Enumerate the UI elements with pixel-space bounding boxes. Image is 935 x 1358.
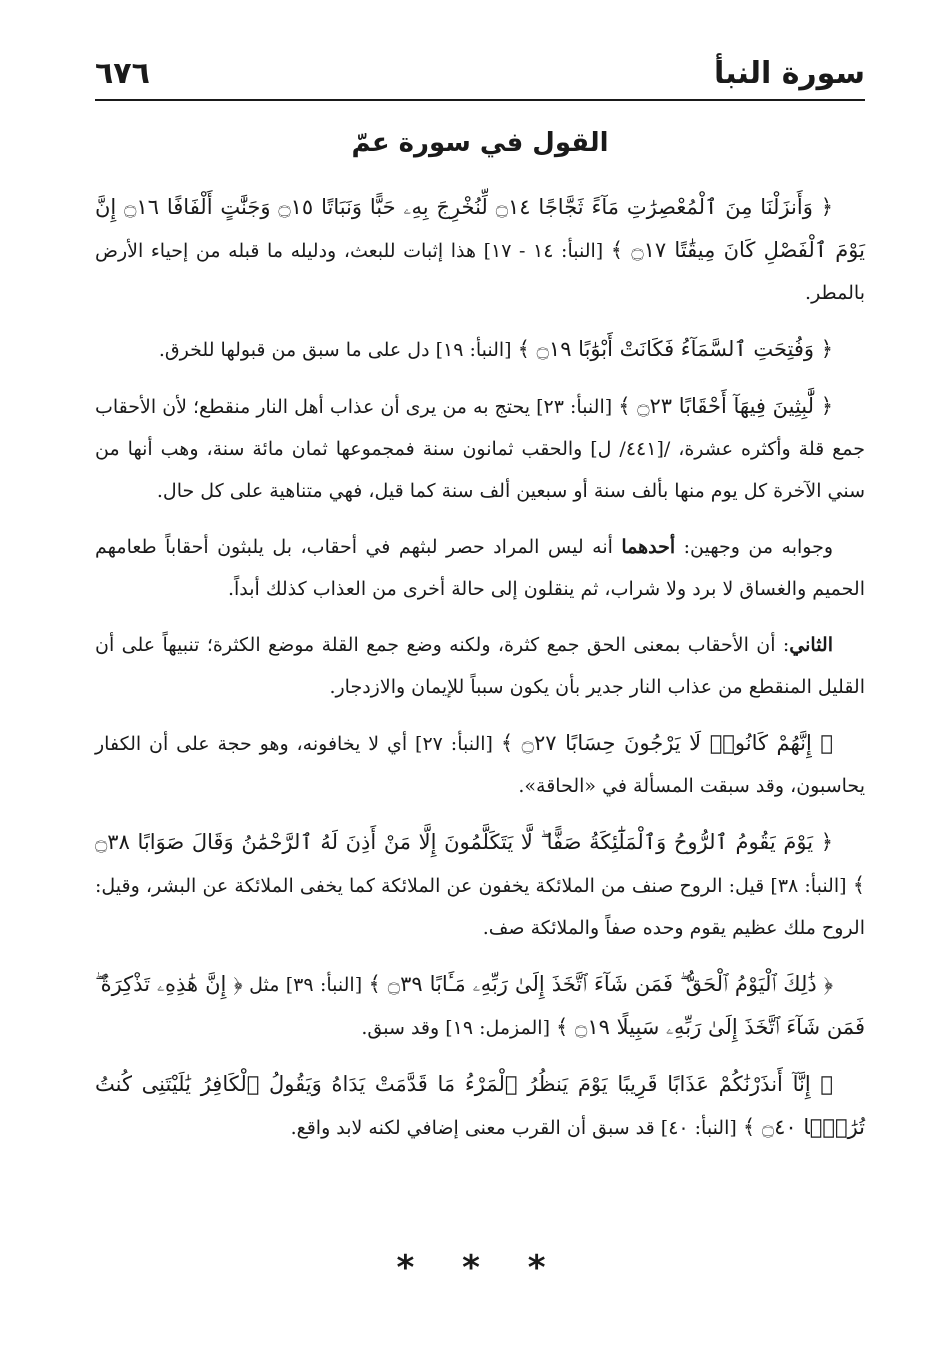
point-label: الثاني xyxy=(789,634,833,656)
commentary-text: [النبأ: ٤٠] قد سبق أن القرب معنى إضافي لكنه لابد واقع. xyxy=(290,1117,743,1139)
body-text xyxy=(95,186,865,1163)
quran-verse: ﴿ إِنَّآ أَنذَرْنَٰكُمْ عَذَابًا قَرِيبًا يَوْمَ يَنظُرُ ٱلْمَرْءُ مَا قَدَّمَتْ يَدَاهُ وَيَقُولُ ٱلْكَافِرُ يَٰلَيْتَنِى كُنتُ تُرَٰبًۢا ۝٤٠ ﴾ xyxy=(95,1072,865,1139)
commentary-text: [النبأ: ٢٣] يحتج به من يرى أن عذاب أهل النار منقطع؛ لأن الأحقاب جمع قلة وأكثره عشرة، /[٤٤١/ ل] والحقب ثمانون سنة فمجموعها ثمان مائة سنة، وهب أنها من سني الآخرة كل يوم منها بألف سنة أو سبعين ألف سنة كما قيل، فهي متناهية على كل حال. xyxy=(95,396,865,502)
page-header xyxy=(95,52,865,96)
header-divider xyxy=(95,99,865,101)
quran-verse: ﴿ ذَٰلِكَ ٱلْيَوْمُ ٱلْحَقُّ ۖ فَمَن شَآءَ ٱتَّخَذَ إِلَىٰ رَبِّهِۦ مَـَٔابًا ۝٣٩ ﴾ xyxy=(368,972,834,996)
paragraph-5 xyxy=(95,624,865,708)
quran-verse: ﴿ وَأَنزَلْنَا مِنَ ٱلْمُعْصِرَٰتِ مَآءً ثَجَّاجًا ۝١٤ لِّنُخْرِجَ بِهِۦ حَبًّا وَنَبَاتًا ۝١٥ وَجَنَّٰتٍ أَلْفَافًا ۝١٦ إِنَّ يَوْمَ ٱلْفَصْلِ كَانَ مِيقَٰتًا ۝١٧ ﴾ xyxy=(95,195,866,262)
paragraph-9 xyxy=(95,1063,865,1149)
commentary-text: أنه ليس المراد حصر لبثهم في أحقاب، بل يلبثون أحقاباً طعامهم الحميم والغساق لا برد ولا شراب، ثم ينقلون إلى حالة أخرى من العذاب كذلك أبداً. xyxy=(95,536,865,600)
quran-verse: ﴿ لَّٰبِثِينَ فِيهَآ أَحْقَابًا ۝٢٣ ﴾ xyxy=(618,394,834,418)
commentary-text: [النبأ: ٣٩] مثل xyxy=(242,974,369,996)
paragraph-6 xyxy=(95,722,865,807)
quran-verse: ﴿ وَفُتِحَتِ ٱلسَّمَآءُ فَكَانَتْ أَبْوَٰبًا ۝١٩ ﴾ xyxy=(517,337,833,361)
quran-verse: ﴿ إِنَّهُمْ كَانُوا۟ لَا يَرْجُونَ حِسَابًا ۝٢٧ ﴾ xyxy=(500,731,833,755)
commentary-lead: وجوابه من وجهين: xyxy=(675,536,833,558)
paragraph-1 xyxy=(95,186,865,314)
section-title: القول في سورة عمّ xyxy=(351,128,609,158)
commentary-text: : أن الأحقاب بمعنى الحق جمع كثرة، ولكنه وضع جمع القلة موضع الكثرة؛ تنبيهاً على أن القليل المنقطع من عذاب النار جدير بأن يكون سبباً للإيمان والازدجار. xyxy=(95,634,865,698)
commentary-text: [النبأ: ١٤ - ١٧] هذا إثبات للبعث، ودليله ما قبله من إحياء الأرض بالمطر. xyxy=(95,240,865,304)
paragraph-2 xyxy=(95,328,865,371)
point-label: أحدهما xyxy=(621,536,676,558)
quran-verse-cross-ref: ﴿ إِنَّ هَٰذِهِۦ تَذْكِرَةٌ ۖ فَمَن شَآءَ ٱتَّخَذَ إِلَىٰ رَبِّهِۦ سَبِيلًا ۝١٩ ﴾ xyxy=(95,972,865,1039)
paragraph-4 xyxy=(95,526,865,610)
commentary-text: [النبأ: ٢٧] أي لا يخافونه، وهو حجة على أن الكفار يحاسبون، وقد سبقت المسألة في «الحاقة». xyxy=(95,733,865,797)
commentary-text: [النبأ: ١٩] دل على ما سبق من قبولها للخرق. xyxy=(158,339,518,361)
quran-verse: ﴿ يَوْمَ يَقُومُ ٱلرُّوحُ وَٱلْمَلَٰٓئِكَةُ صَفًّا ۖ لَّا يَتَكَلَّمُونَ إِلَّا مَنْ أَذِنَ لَهُ ٱلرَّحْمَٰنُ وَقَالَ صَوَابًا ۝٣٨ ﴾ xyxy=(95,830,865,897)
section-end-marker: * * * xyxy=(396,1248,564,1288)
paragraph-3 xyxy=(95,385,865,512)
running-title: سورة النبأ xyxy=(713,56,865,91)
paragraph-8 xyxy=(95,963,865,1049)
commentary-text: [النبأ: ٣٨] قيل: الروح صنف من الملائكة يخفون عن الملائكة كما يخفى الملائكة عن البشر، وقيل: الروح ملك عظيم يقوم وحده صفاً والملائكة صف. xyxy=(95,875,865,939)
paragraph-7 xyxy=(95,821,865,949)
page-number: ٦٧٦ xyxy=(95,56,150,91)
commentary-text: [المزمل: ١٩] وقد سبق. xyxy=(361,1017,557,1039)
